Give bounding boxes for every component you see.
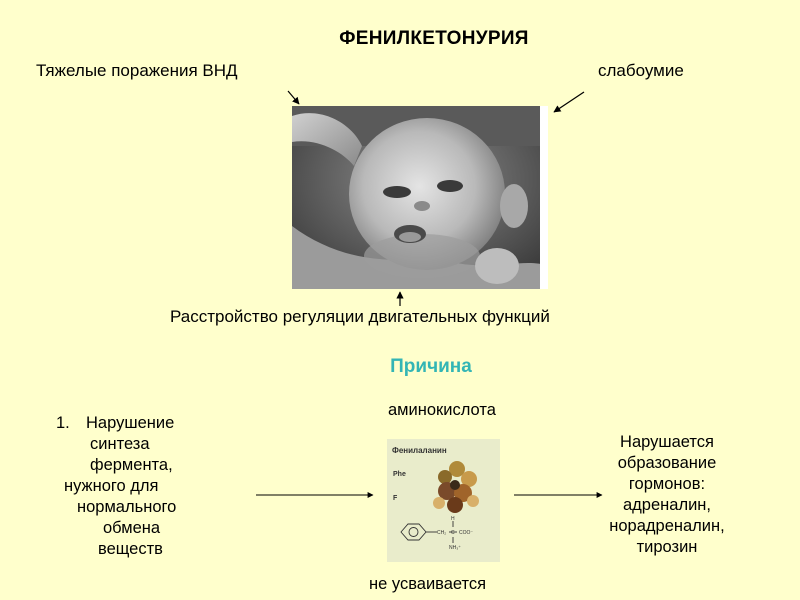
cause-line: веществ — [98, 540, 163, 558]
phe-c: C — [451, 530, 455, 536]
phe-abbr3: Phe — [393, 471, 406, 478]
cause-line: Нарушение — [86, 414, 175, 432]
label-dementia: слабоумие — [598, 61, 684, 80]
result-line: тирозин — [636, 538, 698, 556]
cause-heading: Причина — [390, 356, 472, 377]
infant-photo — [292, 106, 548, 289]
result-line: норадреналин, — [609, 517, 725, 535]
cause-line: нормального — [77, 498, 177, 516]
page-title: ФЕНИЛКЕТОНУРИЯ — [339, 28, 529, 49]
label-not-absorbed: не усваивается — [369, 575, 487, 593]
phe-ch2: CH₂ — [437, 530, 447, 536]
phenylalanine-card — [387, 439, 500, 562]
cause-number: 1. — [56, 414, 70, 432]
phe-coo: COO⁻ — [459, 530, 474, 536]
phe-name: Фенилаланин — [392, 446, 447, 455]
phe-3d-model-icon — [433, 461, 479, 513]
cause-line: синтеза — [90, 435, 150, 453]
label-motor-regulation: Расстройство регуляции двигательных функций — [170, 307, 550, 326]
phe-nh3: NH₃⁺ — [449, 545, 461, 551]
result-line: образование — [617, 454, 717, 472]
label-amino-acid: аминокислота — [388, 401, 496, 419]
cause-line: обмена — [103, 519, 161, 537]
phe-abbr1: F — [393, 495, 398, 502]
phe-h: H — [451, 516, 455, 522]
cause-line: нужного для — [64, 477, 159, 495]
result-line: адреналин, — [623, 496, 711, 514]
label-cns-damage: Тяжелые поражения ВНД — [36, 61, 238, 80]
cause-line: фермента, — [90, 456, 173, 474]
result-list — [594, 432, 740, 558]
arrow-dementia — [554, 92, 584, 112]
cause-list — [48, 413, 218, 560]
result-line: гормонов: — [628, 475, 706, 493]
result-line: Нарушается — [620, 433, 714, 451]
phe-structural-formula — [401, 521, 457, 543]
arrow-cns — [288, 91, 299, 104]
